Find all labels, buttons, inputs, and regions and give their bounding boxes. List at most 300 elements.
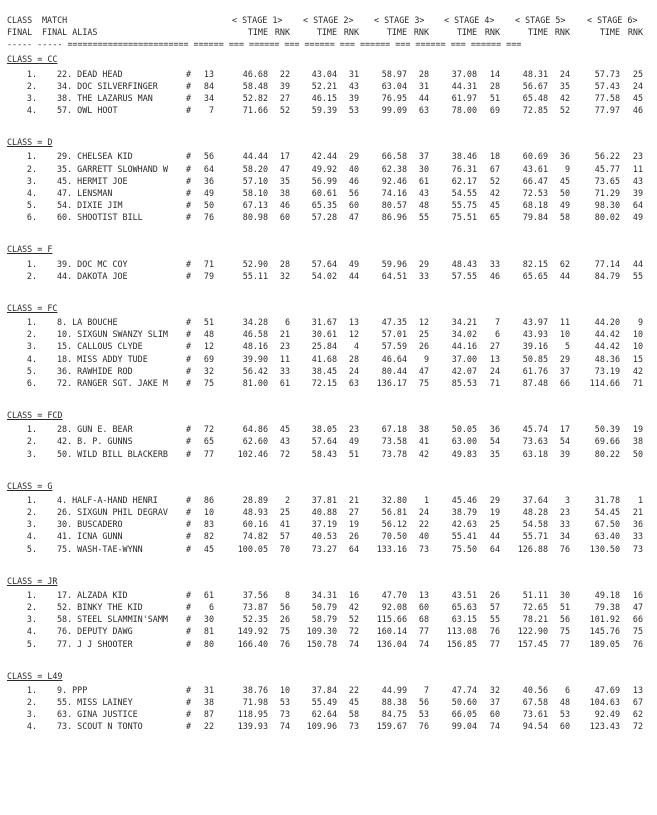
stage-rank: 63 (418, 104, 429, 115)
stage-rank: 40 (418, 531, 429, 542)
stage-time: 80.02 (594, 211, 620, 222)
shooter-alias: 15. CALLOUS CLYDE (57, 341, 143, 352)
stage-time: 78.00 (451, 104, 477, 115)
stage-time: 43.04 (311, 68, 337, 79)
stage-time: 78.21 (522, 614, 548, 625)
stage-time: 44.42 (594, 341, 620, 352)
stage-time: 43.93 (522, 329, 548, 340)
stage-rank: 12 (418, 317, 429, 328)
stage-time: 61.97 (451, 92, 477, 103)
stage-rank: 74 (489, 721, 500, 732)
class-heading (0, 136, 657, 148)
stage-time: 63.04 (381, 80, 407, 91)
stage-time: 43.51 (451, 590, 477, 601)
shooter-number: 31 (203, 685, 214, 696)
stage-time: 48.43 (451, 258, 477, 269)
stage-time: 42.44 (311, 151, 337, 162)
stage-rank: 77 (489, 638, 500, 649)
shooter-alias: 44. DAKOTA JOE (57, 270, 128, 281)
stage-rank: 2 (284, 495, 290, 506)
table-row (0, 92, 657, 104)
shooter-number: 45 (203, 543, 214, 554)
stage-rank: 31 (418, 80, 429, 91)
shooter-number: 34 (203, 92, 214, 103)
stage-time: 75.51 (451, 211, 477, 222)
shooter-alias: 76. DEPUTY DAWG (57, 626, 133, 637)
stage-rank: 61 (279, 377, 290, 388)
stage-time: 118.95 (237, 709, 268, 720)
stage-time: 44.20 (594, 317, 620, 328)
shooter-alias: 75. WASH-TAE-WYNN (57, 543, 143, 554)
shooter-alias: 58. STEEL SLAMMIN'SAMM (57, 614, 168, 625)
hash-mark: # (186, 697, 192, 708)
stage-rank: 29 (418, 258, 429, 269)
stage-rank: 73 (279, 709, 290, 720)
stage-rank: 43 (632, 175, 643, 186)
stage-rank: 37 (559, 365, 570, 376)
stage-time: 65.65 (522, 270, 548, 281)
stage-rank: 58 (348, 709, 359, 720)
shooter-alias: 77. J J SHOOTER (57, 638, 133, 649)
stage-rank: 36 (489, 424, 500, 435)
stage-time: 37.08 (451, 68, 477, 79)
stage-rank: 44 (559, 270, 570, 281)
stage-time: 44.44 (242, 151, 268, 162)
stage-time: 32.80 (381, 495, 407, 506)
stage-rank: 38 (279, 187, 290, 198)
hash-mark: # (186, 163, 192, 174)
table-row (0, 175, 657, 187)
stage-rank: 28 (489, 80, 500, 91)
stage-time: 139.93 (237, 721, 268, 732)
stage-time: 114.66 (589, 377, 620, 388)
shooter-number: 51 (203, 317, 214, 328)
stage-time: 109.96 (306, 721, 337, 732)
stage-time: 101.92 (589, 614, 620, 625)
shooter-alias: 29. CHELSEA KID (57, 151, 133, 162)
stage-rank: 39 (279, 80, 290, 91)
shooter-number: 50 (203, 199, 214, 210)
shooter-number: 7 (208, 104, 214, 115)
stage-rank: 14 (489, 68, 500, 79)
stage-rank: 26 (418, 341, 429, 352)
table-row (0, 543, 657, 555)
hash-mark: # (186, 68, 192, 79)
stage-time: 160.14 (376, 626, 407, 637)
final-place: 4. (26, 353, 37, 364)
hash-mark: # (186, 709, 192, 720)
stage-rank: 43 (279, 436, 290, 447)
table-row (0, 720, 657, 732)
header-rnk: RNK (484, 27, 500, 37)
stage-rank: 77 (559, 638, 570, 649)
stage-rank: 66 (632, 614, 643, 625)
stage-rank: 60 (348, 199, 359, 210)
stage-rank: 73 (348, 721, 359, 732)
stage-time: 145.76 (589, 626, 620, 637)
stage-rank: 52 (348, 614, 359, 625)
final-place: 1. (26, 258, 37, 269)
class-label: CLASS = F (7, 244, 53, 254)
stage-rank: 45 (489, 199, 500, 210)
stage-rank: 60 (559, 721, 570, 732)
stage-rank: 15 (632, 353, 643, 364)
header-rule (0, 38, 657, 50)
stage-rank: 25 (489, 519, 500, 530)
stage-time: 49.92 (311, 163, 337, 174)
stage-time: 50.39 (594, 424, 620, 435)
final-place: 3. (26, 519, 37, 530)
header-rule-text: ----- ----- ======================== ====== === ====== === ====== === ====== === ====== === ====== === (7, 39, 522, 49)
stage-time: 104.63 (589, 697, 620, 708)
shooter-alias: 57. OWL HOOT (57, 104, 118, 115)
stage-rank: 1 (423, 495, 429, 506)
stage-time: 58.10 (242, 187, 268, 198)
header-label: < STAGE 3> (374, 15, 425, 25)
final-place: 2. (26, 163, 37, 174)
shooter-alias: 45. HERMIT JOE (57, 175, 128, 186)
stage-time: 136.04 (376, 638, 407, 649)
hash-mark: # (186, 80, 192, 91)
stage-time: 87.48 (522, 377, 548, 388)
stage-time: 46.68 (242, 68, 268, 79)
stage-rank: 10 (632, 341, 643, 352)
class-heading (0, 302, 657, 314)
stage-time: 37.19 (311, 519, 337, 530)
shooter-number: 71 (203, 258, 214, 269)
final-place: 1. (26, 424, 37, 435)
stage-rank: 12 (348, 329, 359, 340)
stage-time: 48.93 (242, 507, 268, 518)
table-row (0, 589, 657, 601)
shooter-number: 10 (203, 507, 214, 518)
final-place: 2. (26, 270, 37, 281)
stage-rank: 45 (632, 92, 643, 103)
stage-time: 56.81 (381, 507, 407, 518)
stage-rank: 33 (632, 531, 643, 542)
stage-time: 40.53 (311, 531, 337, 542)
stage-rank: 57 (279, 531, 290, 542)
header-time: TIME (386, 27, 407, 37)
stage-rank: 44 (348, 270, 359, 281)
hash-mark: # (186, 377, 192, 388)
stage-time: 73.58 (381, 436, 407, 447)
final-place: 2. (26, 507, 37, 518)
stage-time: 38.46 (451, 151, 477, 162)
stage-rank: 8 (284, 590, 290, 601)
stage-time: 73.63 (522, 436, 548, 447)
stage-rank: 13 (489, 353, 500, 364)
stage-time: 49.18 (594, 590, 620, 601)
stage-rank: 24 (418, 507, 429, 518)
stage-rank: 30 (418, 163, 429, 174)
hash-mark: # (186, 721, 192, 732)
stage-time: 37.56 (242, 590, 268, 601)
stage-time: 37.84 (311, 685, 337, 696)
stage-rank: 55 (489, 614, 500, 625)
stage-time: 60.16 (242, 519, 268, 530)
stage-rank: 50 (632, 448, 643, 459)
stage-rank: 61 (418, 175, 429, 186)
stage-rank: 27 (489, 341, 500, 352)
stage-rank: 68 (418, 614, 429, 625)
stage-time: 100.05 (237, 543, 268, 554)
stage-time: 88.38 (381, 697, 407, 708)
header-label: < STAGE 5> (515, 15, 566, 25)
stage-rank: 42 (489, 187, 500, 198)
stage-time: 58.97 (381, 68, 407, 79)
table-row (0, 163, 657, 175)
stage-time: 62.17 (451, 175, 477, 186)
hash-mark: # (186, 519, 192, 530)
stage-time: 74.16 (381, 187, 407, 198)
stage-rank: 29 (489, 495, 500, 506)
header-rnk: RNK (554, 27, 570, 37)
class-heading (0, 243, 657, 255)
stage-rank: 66 (559, 377, 570, 388)
table-row (0, 696, 657, 708)
stage-time: 79.38 (594, 602, 620, 613)
stage-rank: 33 (559, 519, 570, 530)
table-row (0, 518, 657, 530)
shooter-alias: 17. ALZADA KID (57, 590, 128, 601)
stage-time: 79.84 (522, 211, 548, 222)
header-time: TIME (456, 27, 477, 37)
stage-time: 80.22 (594, 448, 620, 459)
stage-rank: 41 (279, 519, 290, 530)
stage-rank: 75 (279, 626, 290, 637)
stage-time: 58.43 (311, 448, 337, 459)
final-place: 6. (26, 211, 37, 222)
header-rnk: RNK (343, 27, 359, 37)
stage-rank: 71 (632, 377, 643, 388)
stage-rank: 57 (489, 602, 500, 613)
table-row (0, 625, 657, 637)
hash-mark: # (186, 614, 192, 625)
stage-time: 31.78 (594, 495, 620, 506)
stage-rank: 60 (489, 709, 500, 720)
stage-time: 56.99 (311, 175, 337, 186)
table-row (0, 377, 657, 389)
stage-rank: 37 (418, 151, 429, 162)
shooter-number: 36 (203, 175, 214, 186)
shooter-number: 86 (203, 495, 214, 506)
stage-rank: 1 (637, 495, 643, 506)
shooter-alias: 9. PPP (57, 685, 88, 696)
table-row (0, 187, 657, 199)
stage-rank: 53 (279, 697, 290, 708)
stage-rank: 51 (348, 448, 359, 459)
stage-rank: 4 (353, 341, 359, 352)
stage-rank: 45 (559, 175, 570, 186)
hash-mark: # (186, 365, 192, 376)
stage-rank: 33 (279, 365, 290, 376)
stage-time: 38.76 (242, 685, 268, 696)
final-place: 5. (26, 199, 37, 210)
stage-time: 52.35 (242, 614, 268, 625)
table-row (0, 316, 657, 328)
stage-time: 72.65 (522, 602, 548, 613)
stage-time: 73.27 (311, 543, 337, 554)
stage-time: 126.88 (517, 543, 548, 554)
stage-rank: 56 (418, 697, 429, 708)
stage-rank: 64 (489, 543, 500, 554)
stage-rank: 24 (489, 365, 500, 376)
shooter-number: 77 (203, 448, 214, 459)
stage-time: 64.86 (242, 424, 268, 435)
stage-rank: 24 (559, 68, 570, 79)
stage-time: 75.50 (451, 543, 477, 554)
stage-rank: 6 (284, 317, 290, 328)
stage-time: 77.14 (594, 258, 620, 269)
stage-time: 65.35 (311, 199, 337, 210)
stage-time: 31.67 (311, 317, 337, 328)
table-row (0, 494, 657, 506)
stage-time: 37.64 (522, 495, 548, 506)
stage-rank: 74 (418, 638, 429, 649)
final-place: 1. (26, 68, 37, 79)
stage-time: 60.61 (311, 187, 337, 198)
stage-time: 66.47 (522, 175, 548, 186)
final-place: 2. (26, 436, 37, 447)
stage-rank: 23 (348, 424, 359, 435)
stage-rank: 47 (632, 602, 643, 613)
stage-rank: 25 (279, 507, 290, 518)
shooter-alias: 22. DEAD HEAD (57, 68, 123, 79)
stage-time: 46.64 (381, 353, 407, 364)
hash-mark: # (186, 258, 192, 269)
stage-rank: 17 (279, 151, 290, 162)
stage-rank: 76 (559, 543, 570, 554)
stage-time: 34.02 (451, 329, 477, 340)
stage-rank: 32 (489, 685, 500, 696)
stage-time: 57.64 (311, 436, 337, 447)
table-row (0, 423, 657, 435)
stage-time: 58.20 (242, 163, 268, 174)
class-heading (0, 480, 657, 492)
stage-time: 67.13 (242, 199, 268, 210)
stage-rank: 22 (348, 685, 359, 696)
stage-time: 80.57 (381, 199, 407, 210)
shooter-number: 6 (208, 602, 214, 613)
stage-rank: 25 (632, 68, 643, 79)
table-row (0, 601, 657, 613)
stage-rank: 27 (348, 507, 359, 518)
stage-time: 81.00 (242, 377, 268, 388)
header-time: TIME (527, 27, 548, 37)
shooter-alias: 39. DOC MC COY (57, 258, 128, 269)
stage-rank: 53 (348, 104, 359, 115)
stage-time: 99.04 (451, 721, 477, 732)
shooter-alias: 73. SCOUT N TONTO (57, 721, 143, 732)
hash-mark: # (186, 424, 192, 435)
shooter-number: 81 (203, 626, 214, 637)
stage-time: 47.69 (594, 685, 620, 696)
stage-time: 55.75 (451, 199, 477, 210)
stage-time: 38.05 (311, 424, 337, 435)
stage-time: 115.66 (376, 614, 407, 625)
stage-time: 72.53 (522, 187, 548, 198)
stage-time: 57.55 (451, 270, 477, 281)
shooter-number: 38 (203, 697, 214, 708)
stage-rank: 72 (632, 721, 643, 732)
stage-time: 43.61 (522, 163, 548, 174)
stage-time: 130.50 (589, 543, 620, 554)
shooter-alias: 60. SHOOTIST BILL (57, 211, 143, 222)
stage-time: 30.61 (311, 329, 337, 340)
stage-rank: 55 (418, 211, 429, 222)
stage-time: 41.68 (311, 353, 337, 364)
stage-rank: 54 (489, 436, 500, 447)
stage-rank: 21 (279, 329, 290, 340)
stage-rank: 35 (559, 80, 570, 91)
stage-rank: 7 (494, 317, 500, 328)
stage-time: 86.96 (381, 211, 407, 222)
stage-rank: 46 (348, 175, 359, 186)
stage-time: 60.69 (522, 151, 548, 162)
stage-rank: 3 (564, 495, 570, 506)
stage-rank: 13 (418, 590, 429, 601)
stage-time: 45.77 (594, 163, 620, 174)
stage-time: 99.09 (381, 104, 407, 115)
stage-time: 68.18 (522, 199, 548, 210)
stage-time: 56.12 (381, 519, 407, 530)
stage-rank: 10 (632, 329, 643, 340)
final-place: 4. (26, 531, 37, 542)
shooter-alias: 30. BUSCADERO (57, 519, 123, 530)
stage-rank: 50 (559, 187, 570, 198)
stage-time: 63.18 (522, 448, 548, 459)
stage-time: 34.28 (242, 317, 268, 328)
stage-rank: 29 (559, 353, 570, 364)
class-label: CLASS = JR (7, 575, 58, 586)
stage-time: 73.78 (381, 448, 407, 459)
shooter-number: 48 (203, 329, 214, 340)
header-label: < STAGE 4> (444, 15, 495, 25)
stage-time: 56.67 (522, 80, 548, 91)
hash-mark: # (186, 353, 192, 364)
stage-time: 44.31 (451, 80, 477, 91)
stage-time: 71.98 (242, 697, 268, 708)
stage-rank: 48 (559, 697, 570, 708)
table-row (0, 638, 657, 650)
stage-time: 55.49 (311, 697, 337, 708)
final-place: 1. (26, 151, 37, 162)
stage-time: 47.74 (451, 685, 477, 696)
shooter-alias: 54. DIXIE JIM (57, 199, 123, 210)
shooter-number: 22 (203, 721, 214, 732)
shooter-number: 76 (203, 211, 214, 222)
stage-time: 84.75 (381, 709, 407, 720)
stage-time: 67.18 (381, 424, 407, 435)
shooter-number: 79 (203, 270, 214, 281)
stage-time: 159.67 (376, 721, 407, 732)
stage-rank: 67 (489, 163, 500, 174)
stage-rank: 21 (348, 495, 359, 506)
stage-time: 72.15 (311, 377, 337, 388)
stage-time: 45.46 (451, 495, 477, 506)
final-place: 4. (26, 187, 37, 198)
hash-mark: # (186, 211, 192, 222)
final-place: 3. (26, 709, 37, 720)
table-row (0, 506, 657, 518)
stage-time: 76.95 (381, 92, 407, 103)
stage-rank: 62 (559, 258, 570, 269)
stage-rank: 76 (418, 721, 429, 732)
table-row (0, 708, 657, 720)
shooter-number: 64 (203, 163, 214, 174)
hash-mark: # (186, 329, 192, 340)
